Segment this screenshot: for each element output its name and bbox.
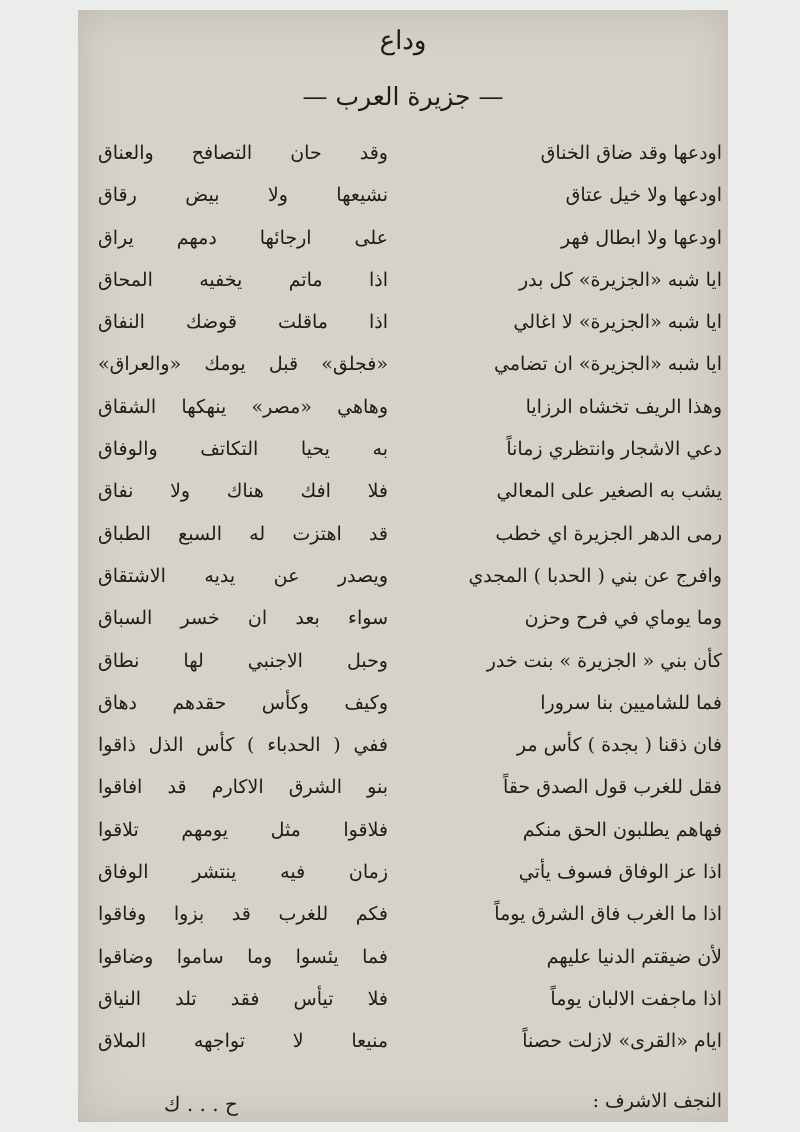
- verse-second-hemistich: زمان فيه ينتشر الوفاق: [98, 861, 388, 884]
- verse-second-hemistich: بنو الشرق الاكارم قد افاقوا: [98, 776, 388, 799]
- verse-first-hemistich: وافرج عن بني ( الحدبا ) المجدي: [468, 564, 722, 587]
- verse-first-hemistich: ايام «القرى» لازلت حصناً: [522, 1030, 722, 1053]
- verse-second-hemistich: به يحيا التكاتف والوفاق: [98, 438, 388, 461]
- verse-first-hemistich: فان ذقنا ( بجدة ) كأس مر: [516, 734, 722, 757]
- verse-second-hemistich: قد اهتزت له السبع الطباق: [98, 522, 388, 545]
- verse-second-hemistich: اذا ماتم يخفيه المحاق: [98, 268, 388, 291]
- verse-first-hemistich: فهاهم يطلبون الحق منكم: [522, 818, 722, 841]
- verse-first-hemistich: وما يوماي في فرح وحزن: [524, 607, 722, 630]
- verse-second-hemistich: ويصدر عن يديه الاشتقاق: [98, 564, 388, 587]
- verse-first-hemistich: اودعها وقد ضاق الخناق: [540, 142, 722, 164]
- verse-first-hemistich: وهذا الريف تخشاه الرزايا: [525, 395, 722, 418]
- verse-second-hemistich: وحبل الاجنبي لها نطاق: [98, 649, 388, 672]
- verse-second-hemistich: فكم للغرب قد بزوا وفاقوا: [98, 903, 388, 926]
- author-signature: ح . . . ك: [164, 1092, 238, 1116]
- verse-first-hemistich: كأن بني « الجزيرة » بنت خدر: [486, 649, 722, 672]
- right-verse-column: [432, 132, 722, 1063]
- verse-second-hemistich: «فجلق» قبل يومك «والعراق»: [98, 353, 388, 376]
- verse-second-hemistich: وكيف وكأس حقدهم دهاق: [98, 691, 388, 714]
- verse-first-hemistich: اذا ماجفت الالبان يوماً: [550, 987, 722, 1010]
- place-line: النجف الاشرف :: [592, 1090, 722, 1112]
- verse-first-hemistich: ايا شبه «الجزيرة» لا اغالي: [513, 311, 722, 334]
- verse-first-hemistich: فقل للغرب قول الصدق حقاً: [503, 776, 722, 799]
- verse-first-hemistich: يشب به الصغير على المعالي: [496, 480, 722, 503]
- verse-first-hemistich: دعي الاشجار وانتظري زماناً: [506, 438, 722, 461]
- verse-second-hemistich: نشيعها ولا بيض رقاق: [98, 184, 388, 207]
- verse-second-hemistich: فما يئسوا وما ساموا وضاقوا: [98, 945, 388, 968]
- verse-second-hemistich: على ارجائها دمهم يراق: [98, 226, 388, 249]
- verse-first-hemistich: اودعها ولا ابطال فهر: [561, 226, 722, 249]
- verse-second-hemistich: اذا ماقلت قوضك النفاق: [98, 311, 388, 334]
- verse-first-hemistich: اودعها ولا خيل عتاق: [565, 184, 722, 207]
- poem-subtitle: — جزيرة العرب —: [302, 82, 504, 111]
- verse-first-hemistich: اذا عز الوفاق فسوف يأتي: [518, 861, 722, 884]
- verse-first-hemistich: لأن ضيقتم الدنيا عليهم: [546, 945, 722, 968]
- verse-second-hemistich: وقد حان التصافح والعناق: [98, 142, 388, 164]
- verse-first-hemistich: فما للشاميين بنا سرورا: [540, 691, 722, 714]
- left-verse-column: [98, 132, 388, 1063]
- verse-second-hemistich: ففي ( الحدباء ) كأس الذل ذاقوا: [98, 734, 388, 757]
- verse-first-hemistich: رمى الدهر الجزيرة اي خطب: [495, 522, 722, 545]
- verse-second-hemistich: فلاقوا مثل يومهم تلاقوا: [98, 818, 388, 841]
- verse-second-hemistich: منيعا لا تواجهه الملاق: [98, 1030, 388, 1053]
- verse-first-hemistich: اذا ما الغرب فاق الشرق يوماً: [494, 903, 722, 926]
- verse-first-hemistich: ايا شبه «الجزيرة» ان تضامي: [494, 353, 722, 376]
- verse-second-hemistich: وهاهي «مصر» ينهكها الشقاق: [98, 395, 388, 418]
- newspaper-clipping: [78, 10, 728, 1122]
- verse-first-hemistich: ايا شبه «الجزيرة» كل بدر: [518, 268, 722, 291]
- poem-title: وداع: [379, 26, 427, 56]
- verse-second-hemistich: فلا افك هناك ولا نفاق: [98, 480, 388, 503]
- verse-second-hemistich: سواء بعد ان خسر السباق: [98, 607, 388, 630]
- verse-second-hemistich: فلا تيأس فقد تلد النياق: [98, 987, 388, 1010]
